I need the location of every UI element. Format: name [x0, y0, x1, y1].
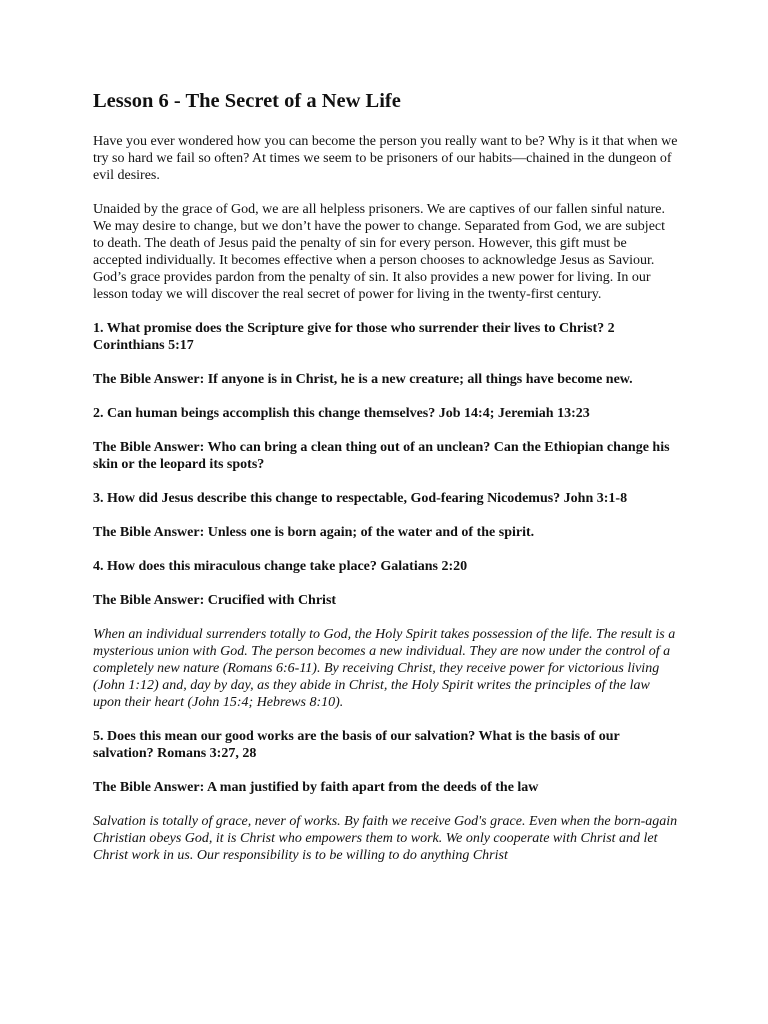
question-2: 2. Can human beings accomplish this change themselves? Job 14:4; Jeremiah 13:23	[93, 406, 590, 421]
commentary-5: Salvation is totally of grace, never of works. By faith we receive God's grace. Even when the born-again Christian obeys God, it is Christ who empowers them to work. We only cooperate with Christ and let Christ work in us. Our responsibility is to be willing to do anything Christ	[93, 814, 678, 863]
question-4: 4. How does this miraculous change take place? Galatians 2:20	[93, 559, 468, 574]
intro-paragraph: Unaided by the grace of God, we are all helpless prisoners. We are captives of our fallen sinful nature. We may desire to change, but we don’t have the power to change. Separated from God, we are subject to death. The death of Jesus paid the penalty of sin for every person. However, this gift must be accepted individually. It becomes effective when a person chooses to acknowledge Jesus as Saviour. God’s grace provides pardon from the penalty of sin. It also provides a new power for living. In our lesson today we will discover the real secret of power for living in the twenty-first century.	[93, 202, 666, 302]
question-3: 3. How did Jesus describe this change to respectable, God-fearing Nicodemus? John 3:1-8	[93, 491, 628, 506]
question-5: 5. Does this mean our good works are the basis of our salvation? What is the basis of our salvation? Romans 3:27, 28	[93, 729, 620, 761]
answer-5: The Bible Answer: A man justified by faith apart from the deeds of the law	[93, 780, 539, 795]
answer-4: The Bible Answer: Crucified with Christ	[93, 593, 337, 608]
answer-3: The Bible Answer: Unless one is born again; of the water and of the spirit.	[93, 525, 535, 540]
intro-paragraph: Have you ever wondered how you can become the person you really want to be? Why is it that when we try so hard we fail so often? At times we seem to be prisoners of our habits—chained in the dungeon of evil desires.	[93, 134, 678, 183]
commentary-4: When an individual surrenders totally to God, the Holy Spirit takes possession of the life. The result is a mysterious union with God. The person becomes a new individual. They are now under the control of a completely new nature (Romans 6:6-11). By receiving Christ, they receive power for victorious living (John 1:12) and, day by day, as they abide in Christ, the Holy Spirit writes the principles of the law upon their heart (John 15:4; Hebrews 8:10).	[93, 627, 676, 710]
page-title: Lesson 6 - The Secret of a New Life	[93, 90, 401, 112]
document-page	[93, 88, 678, 881]
answer-1: The Bible Answer: If anyone is in Christ, he is a new creature; all things have become new.	[93, 372, 633, 387]
answer-2: The Bible Answer: Who can bring a clean thing out of an unclean? Can the Ethiopian change his skin or the leopard its spots?	[93, 440, 670, 472]
question-1: 1. What promise does the Scripture give for those who surrender their lives to Christ? 2 Corinthians 5:17	[93, 321, 615, 353]
